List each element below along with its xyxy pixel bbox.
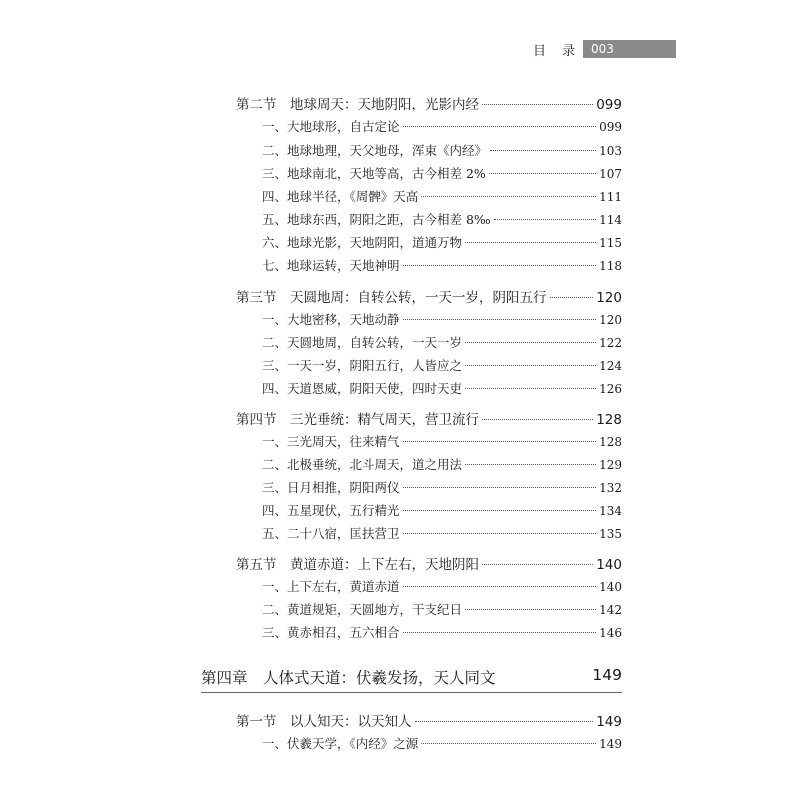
dot-leader	[403, 441, 597, 442]
toc-section-entry[interactable]	[236, 93, 622, 113]
page-number: 115	[599, 236, 622, 250]
section-title: 黄道赤道：上下左右，天地阴阳	[290, 557, 479, 573]
toc-subentry[interactable]	[262, 117, 622, 137]
entry-title: 一、大地球形，自古定论	[262, 119, 400, 134]
toc-subentry[interactable]	[262, 233, 622, 253]
page-number: 120	[599, 313, 622, 327]
dot-leader	[403, 126, 597, 127]
page-number: 103	[599, 144, 622, 158]
chapter-title: 第四章 人体式天道：伏羲发扬，天人同文	[201, 669, 496, 687]
page-number: 132	[599, 481, 622, 495]
dot-leader	[403, 632, 597, 633]
dot-leader	[403, 533, 597, 534]
toc-subentry[interactable]	[262, 379, 622, 399]
toc-section-entry[interactable]	[236, 286, 622, 306]
dot-leader	[421, 743, 596, 744]
toc-section-entry[interactable]	[236, 710, 622, 730]
dot-leader	[415, 721, 594, 722]
page-number: 111	[599, 190, 622, 204]
toc-subentry[interactable]	[262, 577, 622, 597]
page-number: 118	[599, 259, 622, 273]
toc-section-entry[interactable]	[236, 553, 622, 573]
toc-subentry[interactable]	[262, 501, 622, 521]
page-number: 128	[596, 412, 622, 428]
page-number: 124	[599, 359, 622, 373]
page-number: 134	[599, 504, 622, 518]
entry-title: 一、上下左右，黄道赤道	[262, 579, 400, 594]
page-number: 135	[599, 527, 622, 541]
entry-title: 二、天圆地周，自转公转，一天一岁	[262, 335, 463, 350]
dot-leader	[550, 297, 594, 298]
dot-leader	[403, 510, 597, 511]
dot-leader	[421, 196, 596, 197]
entry-title: 三、一天一岁，阴阳五行，人皆应之	[262, 358, 463, 373]
entry-title: 二、黄道规矩，天圆地方，干支纪日	[262, 602, 463, 617]
page-number: 122	[599, 336, 622, 350]
dot-leader	[465, 365, 596, 366]
toc-subentry[interactable]	[262, 310, 622, 330]
section-number: 第四节	[236, 412, 277, 428]
entry-title: 一、大地密移，天地动静	[262, 312, 400, 327]
page-number: 099	[596, 97, 622, 113]
entry-title: 四、天道恩威，阴阳天使，四时天吏	[262, 381, 463, 396]
page-number: 107	[599, 167, 622, 181]
page-number: 146	[599, 626, 622, 640]
page-number: 149	[596, 714, 622, 730]
toc-subentry[interactable]	[262, 600, 622, 620]
page-number: 114	[599, 213, 622, 227]
entry-title: 六、地球光影，天地阴阳，道通万物	[262, 235, 463, 250]
toc-subentry[interactable]	[262, 623, 622, 643]
toc-subentry[interactable]	[262, 141, 622, 161]
section-number: 第三节	[236, 290, 277, 306]
page-number: 129	[599, 458, 622, 472]
section-number: 第五节	[236, 557, 277, 573]
header-title: 目 录	[533, 43, 582, 59]
entry-title: 二、地球地理，天父地母，浑束《内经》	[262, 143, 488, 158]
toc-chapter-entry[interactable]	[201, 666, 622, 693]
entry-title: 四、地球半径，《周髀》天高	[262, 189, 419, 204]
dot-leader	[489, 173, 596, 174]
dot-leader	[403, 265, 597, 266]
dot-leader	[403, 586, 597, 587]
section-title: 三光垂统：精气周天，营卫流行	[290, 412, 479, 428]
toc-subentry[interactable]	[262, 333, 622, 353]
page-number: 140	[599, 580, 622, 594]
page-number: 149	[599, 737, 622, 751]
page-number: 120	[596, 290, 622, 306]
page-number: 128	[599, 435, 622, 449]
entry-title: 一、伏羲天学，《内经》之源	[262, 736, 419, 751]
section-title: 以人知天：以天知人	[290, 714, 412, 730]
entry-title: 七、地球运转，天地神明	[262, 258, 400, 273]
dot-leader	[403, 487, 597, 488]
page-number: 142	[599, 603, 622, 617]
entry-title: 三、日月相推，阴阳两仪	[262, 480, 400, 495]
entry-title: 三、黄赤相召，五六相合	[262, 625, 400, 640]
dot-leader	[465, 464, 596, 465]
dot-leader	[403, 319, 597, 320]
page-number: 140	[596, 557, 622, 573]
section-number: 第一节	[236, 714, 277, 730]
toc-subentry[interactable]	[262, 164, 622, 184]
toc-subentry[interactable]	[262, 478, 622, 498]
toc-subentry[interactable]	[262, 187, 622, 207]
entry-title: 二、北极垂统，北斗周天，道之用法	[262, 457, 463, 472]
entry-title: 五、地球东西，阴阳之距，古今相差 8‰	[262, 212, 491, 227]
dot-leader	[482, 419, 593, 420]
dot-leader	[465, 242, 596, 243]
dot-leader	[465, 609, 596, 610]
page-number: 099	[599, 120, 622, 134]
entry-title: 五、二十八宿，匡扶营卫	[262, 526, 400, 541]
dot-leader	[465, 388, 596, 389]
section-number: 第二节	[236, 97, 277, 113]
toc-subentry[interactable]	[262, 256, 622, 276]
section-title: 地球周天：天地阴阳，光影内经	[290, 97, 479, 113]
toc-subentry[interactable]	[262, 432, 622, 452]
toc-subentry[interactable]	[262, 455, 622, 475]
header-page-number: 003	[583, 40, 676, 58]
toc-subentry[interactable]	[262, 210, 622, 230]
toc-subentry[interactable]	[262, 524, 622, 544]
dot-leader	[482, 104, 593, 105]
entry-title: 四、五星现伏，五行精光	[262, 503, 400, 518]
toc-subentry[interactable]	[262, 734, 622, 754]
dot-leader	[490, 150, 596, 151]
page-number: 126	[599, 382, 622, 396]
entry-title: 一、三光周天，往来精气	[262, 434, 400, 449]
entry-title: 三、地球南北，天地等高，古今相差 2%	[262, 166, 486, 181]
toc-subentry[interactable]	[262, 356, 622, 376]
dot-leader	[482, 564, 593, 565]
section-title: 天圆地周：自转公转，一天一岁，阴阳五行	[290, 290, 547, 306]
toc-section-entry[interactable]	[236, 408, 622, 428]
dot-leader	[494, 219, 596, 220]
chapter-page-number: 149	[592, 666, 622, 684]
dot-leader	[465, 342, 596, 343]
